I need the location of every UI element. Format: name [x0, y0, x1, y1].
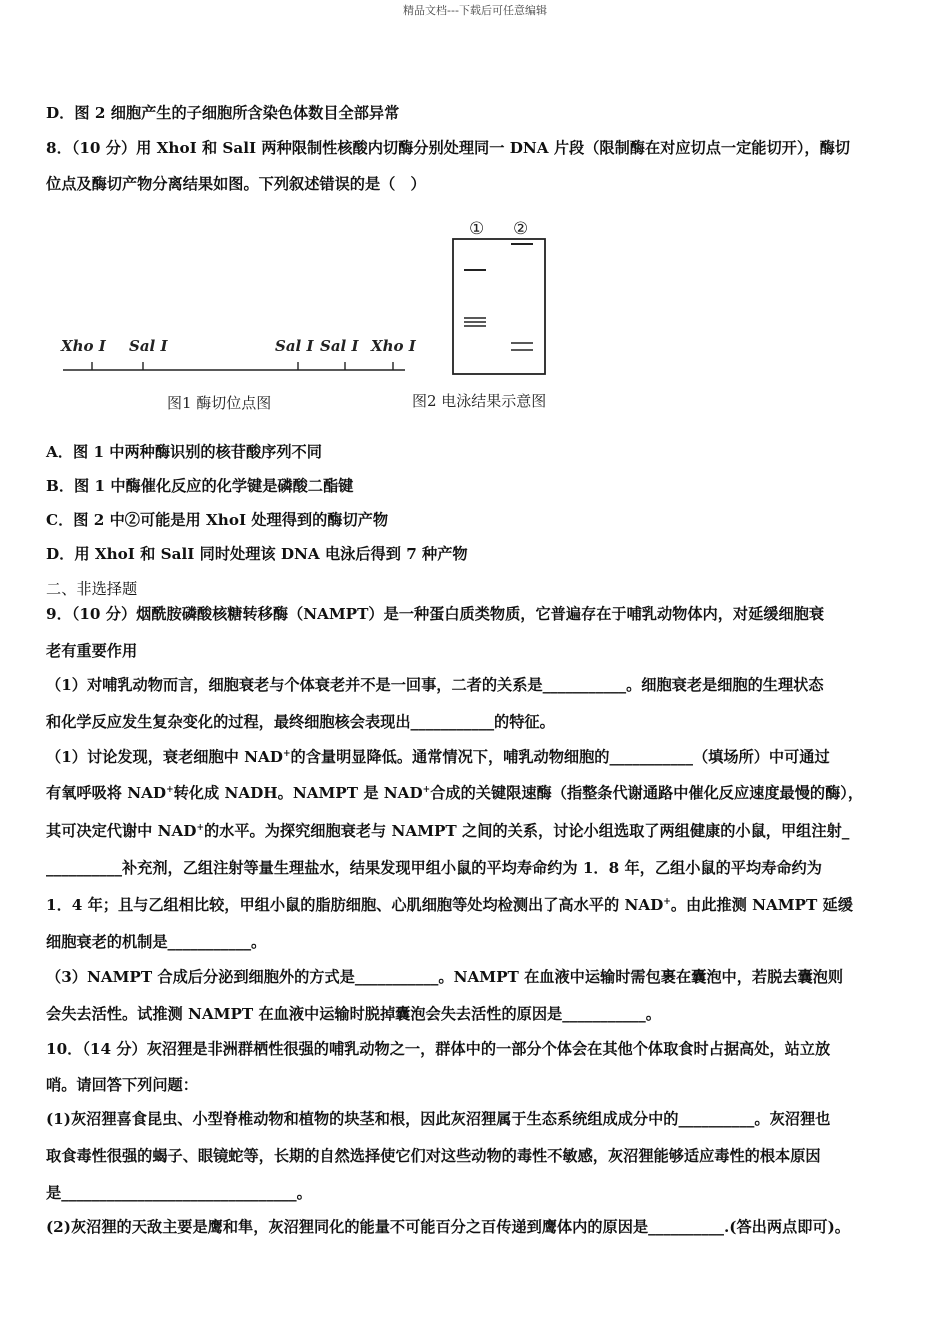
- q8-option-b: B．图 1 中酶催化反应的化学键是磷酸二酯键: [46, 477, 354, 495]
- q10-line4: 取食毒性很强的蝎子、眼镜蛇等，长期的自然选择使它们对这些动物的毒性不敏感，灰沼狸能够适应毒性的根本原因: [46, 1147, 821, 1165]
- q10-line2: 哨。请回答下列问题：: [46, 1076, 198, 1094]
- page-header: 精品文档---下载后可任意编辑: [403, 4, 547, 17]
- q7-option-d: D．图 2 细胞产生的子细胞所含染色体数目全部异常: [46, 104, 400, 122]
- q10-line1: 10．（14 分）灰沼狸是非洲群栖性很强的哺乳动物之一，群体中的一部分个体会在其他个体取食时占据高处，站立放: [46, 1040, 831, 1058]
- q10-line6: (2)灰沼狸的天敌主要是鹰和隼，灰沼狸同化的能量不可能百分之百传递到鹰体内的原因是__________.(答出两点即可)。: [46, 1218, 850, 1236]
- figure1-caption: 图1 酶切位点图: [167, 394, 272, 412]
- q8-option-a: A．图 1 中两种酶识别的核苷酸序列不同: [46, 443, 322, 461]
- q9-line8: __________补充剂，乙组注射等量生理盐水，结果发现甲组小鼠的平均寿命约为 1．8 年，乙组小鼠的平均寿命约为: [46, 859, 822, 877]
- text-run: 1．4 年；且与乙组相比较，甲组小鼠的脂肪细胞、心肌细胞等处均检测出了高水平的 NAD: [46, 896, 664, 914]
- site-xho-2: Xho I: [371, 337, 416, 355]
- q9-line4: 和化学反应发生复杂变化的过程，最终细胞核会表现出___________的特征。: [46, 713, 555, 731]
- q8-option-c: C．图 2 中②可能是用 XhoI 处理得到的酶切产物: [46, 511, 389, 529]
- q9-line10: 细胞衰老的机制是___________。: [46, 933, 267, 951]
- figure2-caption: 图2 电泳结果示意图: [412, 392, 547, 410]
- site-xho-1: Xho I: [61, 337, 106, 355]
- site-sal-1: Sal I: [129, 337, 168, 355]
- q9-line3: （1）对哺乳动物而言，细胞衰老与个体衰老并不是一回事，二者的关系是___________。细胞衰老是细胞的生理状态: [46, 676, 824, 694]
- superscript: +: [422, 784, 431, 795]
- site-sal-3: Sal I: [320, 337, 359, 355]
- q9-line6: [46, 782, 863, 803]
- q9-line5: [46, 746, 830, 767]
- site-sal-2: Sal I: [275, 337, 314, 355]
- q9-line12: 会失去活性。试推测 NAMPT 在血液中运输时脱掉囊泡会失去活性的原因是___________。: [46, 1005, 661, 1023]
- text-run: （1）讨论发现，衰老细胞中 NAD: [46, 748, 283, 766]
- lane2-label: ②: [513, 219, 529, 239]
- superscript: +: [282, 748, 291, 759]
- q8-stem-line1: 8．（10 分）用 XhoI 和 SalI 两种限制性核酸内切酶分别处理同一 DNA 片段（限制酶在对应切点一定能切开），酶切: [46, 139, 850, 157]
- q9-line2: 老有重要作用: [46, 642, 138, 660]
- q9-line9: [46, 894, 853, 915]
- q8-option-d: D．用 XhoI 和 SalI 同时处理该 DNA 电泳后得到 7 种产物: [46, 545, 468, 563]
- text-run: 合成的关键限速酶（指整条代谢通路中催化反应速度最慢的酶），: [430, 784, 864, 802]
- q8-stem-line2: 位点及酶切产物分离结果如图。下列叙述错误的是（ ）: [46, 175, 426, 193]
- q10-line5: 是_______________________________。: [46, 1184, 312, 1202]
- lane1-label: ①: [469, 219, 485, 239]
- text-run: 其可决定代谢中 NAD: [46, 822, 197, 840]
- q9-line7: [46, 820, 849, 841]
- text-run: 的含量明显降低。通常情况下，哺乳动物细胞的___________（填场所）中可通过: [290, 748, 830, 766]
- superscript: +: [663, 896, 671, 907]
- q10-line3: (1)灰沼狸喜食昆虫、小型脊椎动物和植物的块茎和根，因此灰沼狸属于生态系统组成成分中的__________。灰沼狸也: [46, 1110, 831, 1128]
- enzyme-figure: [55, 212, 595, 424]
- superscript: +: [196, 822, 204, 833]
- text-run: 有氧呼吸将 NAD: [46, 784, 167, 802]
- gel-box: [453, 239, 545, 374]
- text-run: 的水平。为探究细胞衰老与 NAMPT 之间的关系，讨论小组选取了两组健康的小鼠，甲组注射_: [203, 822, 850, 840]
- text-run: 转化成 NADH。NAMPT 是 NAD: [173, 784, 423, 802]
- section-title: 二、非选择题: [46, 580, 138, 598]
- q9-line11: （3）NAMPT 合成后分泌到细胞外的方式是___________。NAMPT 在血液中运输时需包裹在囊泡中，若脱去囊泡则: [46, 968, 844, 986]
- text-run: 。由此推测 NAMPT 延缓: [670, 896, 853, 914]
- q9-line1: 9．（10 分）烟酰胺磷酸核糖转移酶（NAMPT）是一种蛋白质类物质，它普遍存在于哺乳动物体内，对延缓细胞衰: [46, 605, 825, 623]
- superscript: +: [166, 784, 174, 795]
